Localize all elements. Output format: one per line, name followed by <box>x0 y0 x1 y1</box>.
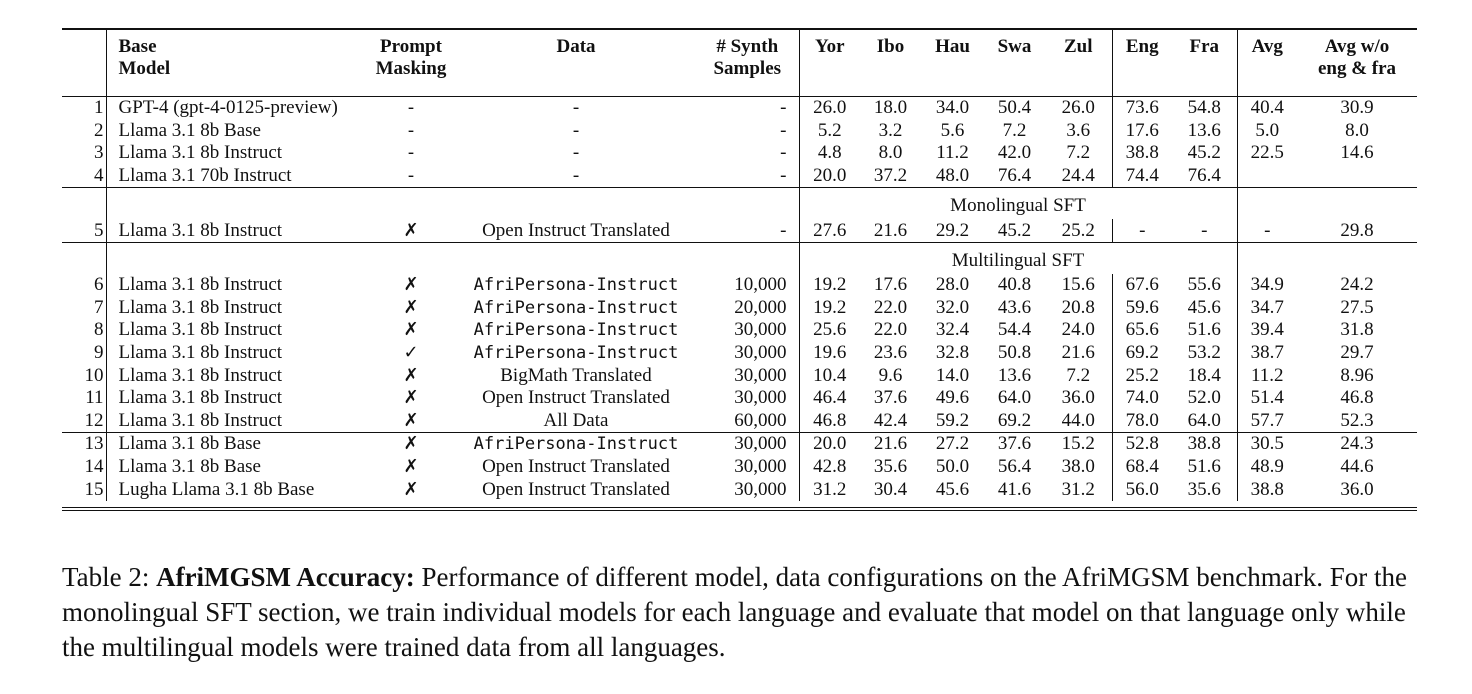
cell-mask: ✗ <box>366 433 456 456</box>
cell-hau: 32.4 <box>935 319 970 341</box>
section-label: Multilingual SFT <box>799 242 1237 274</box>
cell-model: Llama 3.1 8b Instruct <box>106 410 366 433</box>
cell-avg-wo: 8.0 <box>1345 119 1369 141</box>
cell-eng: 67.6 <box>1112 274 1172 297</box>
cell-idx: 7 <box>94 296 104 318</box>
cell-ibo: 22.0 <box>873 296 908 318</box>
cell-samples: 60,000 <box>734 409 787 431</box>
cell-idx: 2 <box>94 119 104 141</box>
cell-mask: ✓ <box>403 342 419 364</box>
table-row <box>62 387 1417 410</box>
caption-text: Performance of different model, data configurations on the AfriMGSM benchmark. For the monolingual SFT section, we train individual models for each language and evaluate that model on that language only while the multilingual models were trained data from all languages. <box>62 562 1407 662</box>
cell-hau: 14.0 <box>935 364 970 386</box>
caption-bold-title: AfriMGSM Accuracy: <box>156 562 415 592</box>
cell-avg: 11.2 <box>1237 364 1297 387</box>
section-header-multilingual <box>62 242 1417 274</box>
cell-avg: 51.4 <box>1237 387 1297 410</box>
cell-avg-wo: 52.3 <box>1340 409 1374 431</box>
cell-avg: 34.9 <box>1237 274 1297 297</box>
cell-yor: 46.8 <box>799 410 860 433</box>
cell-swa: 45.2 <box>997 219 1032 241</box>
header-fra: Fra <box>1189 36 1220 57</box>
cell-mask: ✗ <box>403 478 419 500</box>
cell-eng: 73.6 <box>1112 97 1172 120</box>
cell-model: Llama 3.1 8b Instruct <box>106 342 366 365</box>
cell-data: - <box>572 142 580 164</box>
header-zul: Zul <box>1063 36 1093 57</box>
cell-eng: 52.8 <box>1112 433 1172 456</box>
cell-zul: 31.2 <box>1061 478 1095 500</box>
cell-swa: 64.0 <box>997 387 1032 409</box>
cell-eng: 59.6 <box>1112 297 1172 320</box>
cell-avg-wo: 29.7 <box>1340 342 1374 364</box>
cell-samples: - <box>696 97 799 120</box>
cell-data: AfriPersona-Instruct <box>473 343 679 364</box>
cell-data: AfriPersona-Instruct <box>456 433 696 456</box>
cell-hau: 5.6 <box>940 119 965 141</box>
bottom-rule <box>62 501 1417 509</box>
cell-yor: 5.2 <box>799 120 860 143</box>
cell-ibo: 17.6 <box>873 274 908 296</box>
cell-swa: 40.8 <box>997 274 1032 296</box>
cell-mask: - <box>366 97 456 120</box>
cell-model: Llama 3.1 8b Instruct <box>106 219 366 242</box>
cell-data: Open Instruct Translated <box>482 478 670 500</box>
cell-model: Llama 3.1 8b Instruct <box>106 142 366 165</box>
cell-hau: 34.0 <box>921 97 984 120</box>
header-data: Data <box>556 36 596 57</box>
cell-hau: 50.0 <box>935 456 970 478</box>
header-idx <box>62 29 106 97</box>
cell-model: Llama 3.1 70b Instruct <box>106 165 366 188</box>
cell-avg: 39.4 <box>1237 319 1297 342</box>
cell-mask: - <box>407 165 415 187</box>
cell-ibo: 30.4 <box>873 478 908 500</box>
cell-ibo: 23.6 <box>873 342 908 364</box>
table-row <box>62 319 1417 342</box>
cell-samples: - <box>780 165 787 187</box>
cell-mask: ✗ <box>403 456 419 478</box>
cell-eng: 65.6 <box>1112 319 1172 342</box>
cell-ibo: 42.4 <box>873 409 908 431</box>
cell-hau: 59.2 <box>935 409 970 431</box>
cell-data: AfriPersona-Instruct <box>473 297 679 318</box>
cell-avg: 38.7 <box>1237 342 1297 365</box>
cell-idx: 12 <box>84 409 104 431</box>
cell-model: Llama 3.1 8b Instruct <box>106 387 366 410</box>
cell-samples: 10,000 <box>734 274 787 296</box>
cell-eng: 74.0 <box>1112 387 1172 410</box>
cell-model: Llama 3.1 8b Instruct <box>106 274 366 297</box>
cell-model: Llama 3.1 8b Instruct <box>106 297 366 320</box>
cell-avg: 30.5 <box>1237 433 1297 456</box>
cell-zul: 7.2 <box>1066 142 1091 164</box>
cell-idx: 9 <box>94 342 104 364</box>
cell-avg-wo: 44.6 <box>1340 456 1374 478</box>
cell-avg-wo: 8.96 <box>1340 364 1374 386</box>
cell-hau: 28.0 <box>935 274 970 296</box>
cell-samples: 30,000 <box>734 342 787 364</box>
cell-model: Llama 3.1 8b Instruct <box>106 364 366 387</box>
cell-mask: - <box>407 142 415 164</box>
cell-avg-wo <box>1297 165 1417 188</box>
cell-avg: 57.7 <box>1237 410 1297 433</box>
cell-fra: 13.6 <box>1187 119 1221 141</box>
cell-fra: 55.6 <box>1187 274 1221 296</box>
cell-yor: 27.6 <box>799 219 860 242</box>
cell-swa: 50.4 <box>984 97 1045 120</box>
cell-zul: 20.8 <box>1061 296 1095 318</box>
table-row <box>62 478 1417 501</box>
cell-avg: 38.8 <box>1237 478 1297 501</box>
cell-avg-wo: 31.8 <box>1340 319 1374 341</box>
table-row <box>62 120 1417 143</box>
cell-mask: ✗ <box>403 364 419 386</box>
cell-zul: 7.2 <box>1066 364 1091 386</box>
cell-yor: 19.6 <box>799 342 860 365</box>
cell-swa: 54.4 <box>997 319 1032 341</box>
cell-hau: 32.0 <box>935 296 970 318</box>
cell-zul: 3.6 <box>1066 119 1091 141</box>
cell-ibo: 18.0 <box>860 97 921 120</box>
cell-ibo: 37.2 <box>873 165 908 187</box>
header-eng: Eng <box>1112 29 1172 97</box>
cell-samples: 20,000 <box>734 296 787 318</box>
cell-yor: 19.2 <box>799 274 860 297</box>
cell-yor: 25.6 <box>799 319 860 342</box>
cell-avg: 40.4 <box>1237 97 1297 120</box>
cell-zul: 15.6 <box>1061 274 1095 296</box>
header-yor: Yor <box>799 29 860 97</box>
cell-idx: 10 <box>84 364 104 386</box>
cell-zul: 21.6 <box>1061 342 1095 364</box>
cell-idx: 15 <box>84 478 104 500</box>
cell-model: GPT-4 (gpt-4-0125-preview) <box>106 97 366 120</box>
cell-yor: 26.0 <box>799 97 860 120</box>
cell-fra: 54.8 <box>1172 97 1237 120</box>
cell-zul: 15.2 <box>1045 433 1112 456</box>
cell-model: Llama 3.1 8b Instruct <box>106 319 366 342</box>
cell-avg-wo: 29.8 <box>1340 219 1374 241</box>
cell-model: Lugha Llama 3.1 8b Base <box>106 478 366 501</box>
cell-hau: 27.2 <box>921 433 984 456</box>
table-row <box>62 219 1417 242</box>
cell-eng: 17.6 <box>1112 120 1172 143</box>
cell-swa: 41.6 <box>997 478 1032 500</box>
cell-fra: 35.6 <box>1187 478 1221 500</box>
cell-samples: 30,000 <box>734 319 787 341</box>
cell-ibo: 21.6 <box>873 219 908 241</box>
cell-yor: 20.0 <box>799 165 860 188</box>
cell-avg <box>1237 165 1297 188</box>
cell-eng: 38.8 <box>1112 142 1172 165</box>
cell-fra: 18.4 <box>1187 364 1221 386</box>
cell-model: Llama 3.1 8b Base <box>106 120 366 143</box>
cell-idx: 3 <box>94 142 104 164</box>
header-avg-wo: Avg w/o eng & fra <box>1317 36 1397 79</box>
table-row <box>62 97 1417 120</box>
cell-avg-wo: 30.9 <box>1297 97 1417 120</box>
cell-avg-wo: 36.0 <box>1340 478 1374 500</box>
cell-samples: 30,000 <box>734 387 787 409</box>
cell-zul: 24.0 <box>1061 319 1095 341</box>
cell-model: Llama 3.1 8b Base <box>106 433 366 456</box>
cell-ibo: 35.6 <box>873 456 908 478</box>
cell-fra: 45.6 <box>1187 296 1221 318</box>
header-avg: Avg <box>1237 29 1297 97</box>
header-swa: Swa <box>997 36 1032 57</box>
cell-ibo: 8.0 <box>878 142 903 164</box>
cell-mask: ✗ <box>403 409 419 431</box>
cell-idx: 13 <box>62 433 106 456</box>
cell-avg-wo: 27.5 <box>1340 296 1374 318</box>
cell-avg-wo: 24.3 <box>1297 433 1417 456</box>
cell-idx: 11 <box>85 387 104 409</box>
cell-fra: 53.2 <box>1187 342 1221 364</box>
cell-fra: 51.6 <box>1187 319 1221 341</box>
table-row <box>62 165 1417 188</box>
cell-mask: ✗ <box>403 319 419 341</box>
cell-hau: 11.2 <box>936 142 969 164</box>
cell-yor: 4.8 <box>799 142 860 165</box>
cell-yor: 46.4 <box>799 387 860 410</box>
table-row <box>62 342 1417 365</box>
cell-fra: 38.8 <box>1172 433 1237 456</box>
cell-mask: ✗ <box>403 219 419 241</box>
cell-swa: 69.2 <box>997 409 1032 431</box>
cell-mask: ✗ <box>403 274 419 296</box>
cell-idx: 6 <box>94 274 104 296</box>
cell-swa: 43.6 <box>997 296 1032 318</box>
cell-hau: 45.6 <box>935 478 970 500</box>
cell-avg: 34.7 <box>1237 297 1297 320</box>
section-label: Monolingual SFT <box>799 188 1237 220</box>
cell-swa: 56.4 <box>997 456 1032 478</box>
cell-eng: 56.0 <box>1112 478 1172 501</box>
cell-avg: 22.5 <box>1237 142 1297 165</box>
cell-yor: 20.0 <box>799 433 860 456</box>
cell-yor: 19.2 <box>799 297 860 320</box>
results-table-container <box>62 28 1417 511</box>
cell-swa: 50.8 <box>997 342 1032 364</box>
cell-hau: 32.8 <box>935 342 970 364</box>
cell-ibo: 22.0 <box>873 319 908 341</box>
cell-model: Llama 3.1 8b Base <box>106 456 366 479</box>
cell-avg-wo: 24.2 <box>1340 274 1374 296</box>
cell-data: BigMath Translated <box>500 364 652 386</box>
cell-swa: 42.0 <box>997 142 1032 164</box>
cell-ibo: 37.6 <box>873 387 908 409</box>
cell-yor: 10.4 <box>799 364 860 387</box>
cell-hau: 29.2 <box>935 219 970 241</box>
cell-zul: 25.2 <box>1061 219 1095 241</box>
cell-fra: 51.6 <box>1187 456 1221 478</box>
cell-data: Open Instruct Translated <box>482 387 670 409</box>
cell-yor: 42.8 <box>799 456 860 479</box>
table-row <box>62 142 1417 165</box>
cell-idx: 8 <box>94 319 104 341</box>
table-row <box>62 274 1417 297</box>
cell-eng: - <box>1112 219 1172 242</box>
cell-fra: - <box>1201 219 1208 241</box>
cell-samples: - <box>780 142 787 164</box>
table-row <box>62 297 1417 320</box>
cell-zul: 26.0 <box>1045 97 1112 120</box>
cell-data: - <box>572 119 580 141</box>
cell-idx: 14 <box>84 456 104 478</box>
cell-mask: ✗ <box>403 387 419 409</box>
cell-ibo: 9.6 <box>878 364 903 386</box>
cell-data: AfriPersona-Instruct <box>473 275 679 296</box>
header-prompt-masking: Prompt Masking <box>375 36 447 79</box>
cell-yor: 31.2 <box>799 478 860 501</box>
cell-data: All Data <box>543 409 609 431</box>
cell-idx: 4 <box>94 165 104 187</box>
table-row <box>62 410 1417 433</box>
cell-fra: 45.2 <box>1187 142 1221 164</box>
cell-zul: 36.0 <box>1061 387 1095 409</box>
cell-ibo: 21.6 <box>860 433 921 456</box>
cell-samples: 30,000 <box>696 433 799 456</box>
cell-zul: 38.0 <box>1061 456 1095 478</box>
cell-samples: - <box>780 219 787 241</box>
section-header-monolingual <box>62 188 1417 220</box>
results-table <box>62 28 1417 511</box>
table-row <box>62 433 1417 456</box>
cell-samples: - <box>780 119 787 141</box>
cell-idx: 5 <box>94 219 104 241</box>
cell-eng: 74.4 <box>1112 165 1172 188</box>
cell-zul: 24.4 <box>1061 165 1095 187</box>
cell-swa: 76.4 <box>997 165 1032 187</box>
cell-zul: 44.0 <box>1061 409 1095 431</box>
cell-fra: 52.0 <box>1187 387 1221 409</box>
cell-eng: 78.0 <box>1112 410 1172 433</box>
cell-swa: 37.6 <box>984 433 1045 456</box>
table-row <box>62 456 1417 479</box>
cell-data: Open Instruct Translated <box>482 456 670 478</box>
cell-data: Open Instruct Translated <box>482 219 670 241</box>
cell-data: - <box>456 97 696 120</box>
cell-hau: 48.0 <box>935 165 970 187</box>
header-hau: Hau <box>935 36 970 57</box>
cell-eng: 69.2 <box>1112 342 1172 365</box>
cell-mask: ✗ <box>403 296 419 318</box>
cell-samples: 30,000 <box>734 456 787 478</box>
table-caption <box>62 560 1432 665</box>
cell-avg: 48.9 <box>1237 456 1297 479</box>
cell-fra: 76.4 <box>1187 165 1221 187</box>
cell-hau: 49.6 <box>935 387 970 409</box>
cell-eng: 68.4 <box>1112 456 1172 479</box>
cell-avg-wo: 46.8 <box>1340 387 1374 409</box>
cell-idx: 1 <box>62 97 106 120</box>
cell-data: AfriPersona-Instruct <box>473 320 679 341</box>
header-synth-samples: # Synth Samples <box>713 36 782 79</box>
cell-eng: 25.2 <box>1112 364 1172 387</box>
cell-ibo: 3.2 <box>878 119 903 141</box>
cell-avg-wo: 14.6 <box>1340 142 1374 164</box>
table-row <box>62 364 1417 387</box>
header-base-model: Base Model <box>106 29 366 97</box>
cell-mask: - <box>407 119 415 141</box>
cell-swa: 7.2 <box>1002 119 1027 141</box>
caption-prefix: Table 2: <box>62 562 157 592</box>
cell-data: - <box>572 165 580 187</box>
cell-swa: 13.6 <box>997 364 1032 386</box>
header-ibo: Ibo <box>876 36 905 57</box>
cell-avg: 5.0 <box>1237 120 1297 143</box>
table-body <box>62 97 1417 509</box>
cell-samples: 30,000 <box>734 478 787 500</box>
header-row <box>62 29 1417 97</box>
cell-samples: 30,000 <box>734 364 787 386</box>
cell-avg: - <box>1237 219 1297 242</box>
cell-fra: 64.0 <box>1187 409 1221 431</box>
